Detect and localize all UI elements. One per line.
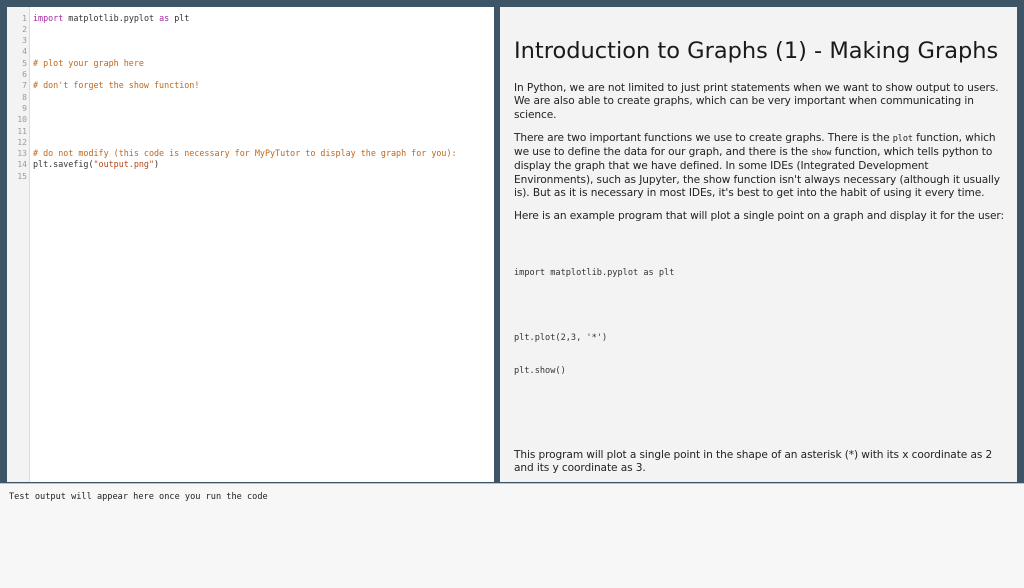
code-text[interactable] — [33, 148, 457, 159]
line-number: 15 — [17, 171, 27, 181]
code-line[interactable] — [7, 126, 494, 137]
line-number: 13 — [17, 149, 27, 159]
line-number: 6 — [22, 70, 27, 79]
code-editor[interactable] — [7, 7, 494, 482]
code-line[interactable] — [7, 69, 494, 80]
line-number: 8 — [22, 92, 27, 102]
code-line[interactable] — [7, 171, 494, 182]
line-number: 12 — [17, 137, 27, 147]
line-number: 2 — [22, 24, 27, 34]
code-line[interactable] — [7, 92, 494, 103]
line-number: 5 — [22, 58, 27, 68]
line-number: 11 — [17, 126, 27, 136]
code-line[interactable] — [7, 80, 494, 91]
code-token: matplotlib.pyplot — [63, 12, 160, 23]
code-token: "output.png" — [93, 159, 155, 170]
code-line[interactable] — [7, 103, 494, 114]
code-line[interactable] — [7, 159, 494, 170]
code-text[interactable] — [33, 58, 144, 69]
inline-code-show: show — [811, 148, 832, 159]
line-number: 3 — [22, 36, 27, 46]
text-segment: function, which tells python to display the graph that we have defined. In some IDEs (Integrated Development Environments), such as Jupyter, the show function isn't always necessary (although it usually is). But as it is necessary in most IDEs, it's best to get into the habit of using it every time. — [514, 146, 1000, 200]
code-token: plt — [169, 12, 190, 23]
lesson-paragraph-explanation: This program will plot a single point in the shape of an asterisk (*) with its x coordinate as 2 and its y coordinate as 3. — [514, 448, 993, 474]
code-text[interactable] — [33, 13, 189, 24]
code-text[interactable] — [33, 159, 159, 170]
line-number: 10 — [17, 115, 27, 125]
code-token: # do not modify (this code is necessary for MyPyTutor to display the graph for you): — [33, 148, 457, 159]
code-line[interactable] — [7, 114, 494, 125]
code-line[interactable] — [7, 148, 494, 159]
code-line[interactable] — [7, 24, 494, 35]
test-output-panel — [0, 483, 1024, 588]
lesson-paragraph-functions — [514, 132, 1004, 200]
line-number: 9 — [22, 103, 27, 113]
code-token: # don't forget the show function! — [33, 80, 200, 91]
code-token: import — [33, 12, 64, 23]
text-segment: There are two important functions we use to create graphs. There is the — [514, 131, 893, 144]
code-token: ) — [154, 159, 160, 170]
test-output-placeholder: Test output will appear here once you run the code — [9, 492, 268, 502]
line-number: 14 — [17, 160, 27, 170]
code-line[interactable] — [7, 46, 494, 57]
code-line[interactable] — [7, 137, 494, 148]
example-code-line: plt.plot(2,3, '*') — [514, 332, 608, 343]
line-number: 4 — [22, 47, 27, 57]
code-token: plt.savefig( — [33, 159, 94, 170]
line-number: 7 — [22, 81, 27, 91]
example-code-line: import matplotlib.pyplot as plt — [514, 267, 675, 278]
code-line[interactable] — [7, 35, 494, 46]
code-token: as — [159, 12, 170, 23]
text-segment: function, which we use to define the data for our graph, and there is the — [514, 131, 996, 159]
line-number: 1 — [22, 13, 27, 23]
example-code-block — [514, 246, 1004, 439]
lesson-paragraph-intro: In Python, we are not limited to just print statements when we want to show output to users. We are also able to create graphs, which can be very important when communicating in science. — [514, 82, 999, 121]
lesson-paragraph-example-intro: Here is an example program that will plot a single point on a graph and display it for the user: — [514, 210, 1004, 223]
inline-code-plot: plot — [892, 133, 913, 144]
code-line[interactable] — [7, 58, 494, 69]
code-token: # plot your graph here — [33, 57, 144, 68]
example-code-line: plt.show() — [514, 365, 566, 376]
code-line[interactable] — [7, 13, 494, 24]
code-text[interactable] — [33, 80, 199, 91]
lesson-panel — [500, 7, 1017, 482]
lesson-title: Introduction to Graphs (1) - Making Graphs — [514, 38, 999, 64]
